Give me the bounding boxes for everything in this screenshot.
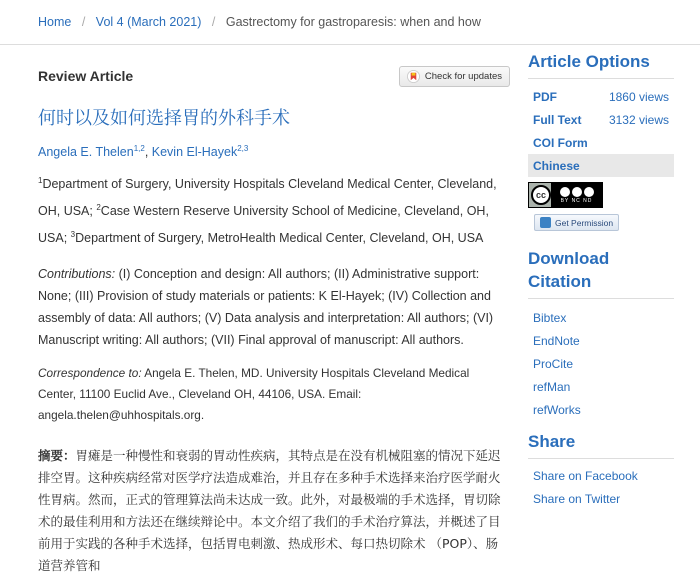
citation-refman-link[interactable]: refMan: [533, 380, 571, 394]
check-for-updates-label: Check for updates: [424, 70, 502, 82]
article-type-row: [38, 58, 510, 94]
article-options-heading: Article Options: [528, 52, 650, 71]
citation-refworks-link[interactable]: refWorks: [533, 403, 581, 417]
option-full-text[interactable]: Full Text 3132 views: [533, 112, 669, 127]
option-chinese[interactable]: Chinese: [528, 154, 674, 177]
option-pdf[interactable]: PDF 1860 views: [533, 89, 669, 104]
article-options-list: [528, 85, 674, 177]
option-coi-form[interactable]: COI Form: [533, 135, 588, 150]
contributions-label: Contributions:: [38, 266, 116, 281]
contributions: [38, 263, 508, 351]
share-list: [528, 465, 674, 511]
citation-bibtex-link[interactable]: Bibtex: [533, 311, 567, 325]
header-divider: [0, 44, 700, 45]
cc-icon: cc: [531, 185, 551, 205]
breadcrumb: [38, 15, 481, 29]
author-link[interactable]: Kevin El-Hayek$^{2,3}$: [151, 144, 249, 160]
cc-license-text: BY NC ND: [560, 197, 593, 204]
abstract-text: 胃瘫是一种慢性和衰弱的胃动性疾病，其特点是在没有机械阻塞的情况下延迟排空胃。这种疾病经常对医学疗法造成难治，并且存在多种手术选择来治疗医学耐火性胃病。然而，正式的管理算法尚未达成一致。此外，对最极端的手术选择，胃切除术的最佳利用和方法还在继续辩论中。本文介绍了我们的手术治疗算法，并概述了目前用于实践的各种手术选择，包括胃电刺激、热成形术、每口热切除术 （POP）、肠道营养管和: [38, 447, 501, 573]
breadcrumb-issue-link[interactable]: Vol 4 (March 2021): [95, 15, 202, 29]
full-text-views: 3132 views: [608, 112, 669, 127]
author-separator: ,: [144, 145, 152, 160]
breadcrumb-separator: /: [81, 15, 86, 29]
breadcrumb-current: Gastrectomy for gastroparesis: when and how: [225, 15, 481, 29]
share-heading: Share: [528, 432, 576, 451]
citation-list: [528, 307, 674, 422]
nc-icon: [572, 187, 582, 197]
breadcrumb-separator: /: [211, 15, 216, 29]
sidebar-divider: [528, 458, 674, 459]
pdf-views: 1860 views: [608, 89, 669, 104]
permission-icon: [540, 217, 551, 228]
author-link[interactable]: Angela E. Thelen$^{1,2}$: [38, 144, 145, 160]
download-citation-heading: Download Citation: [528, 249, 610, 291]
share-facebook-link[interactable]: Share on Facebook: [533, 469, 638, 483]
abstract: [38, 445, 510, 577]
correspondence-text: Angela E. Thelen, MD. University Hospitals Cleveland Medical Center, 11100 Euclid Ave., Cleveland OH, 44106, USA. Email: angela.thelen@uhhospitals.org.: [38, 365, 470, 422]
correspondence-label: Correspondence to:: [38, 365, 142, 380]
breadcrumb-home-link[interactable]: Home: [38, 15, 72, 29]
cc-license-badge[interactable]: [528, 182, 603, 208]
get-permission-button[interactable]: Get Permission: [534, 214, 619, 231]
nd-icon: [584, 187, 594, 197]
article-title: 何时以及如何选择胃的外科手术: [38, 108, 290, 129]
citation-endnote-link[interactable]: EndNote: [533, 334, 580, 348]
share-twitter-link[interactable]: Share on Twitter: [533, 492, 621, 506]
abstract-label: 摘要：: [38, 447, 76, 463]
contributions-text: (I) Conception and design: All authors; (II) Administrative support: None; (III) Provision of study materials or patients: K El-Hayek; (IV) Collection and assembly of data: All authors; (V) Data analysis and interpretation: All authors; (VI) Manuscript writing: All authors; (VII) Final approval of manuscript: All authors.: [38, 266, 494, 347]
crossmark-icon: [407, 70, 420, 83]
article-type: Review Article: [38, 68, 134, 84]
affiliations: $^1$Department of Surgery, University Hospitals Cleveland Medical Center, Cleveland, OH, USA; $^2$Case Western Reserve University School of Medicine, Cleveland, OH, USA; $^3$Department of Surgery, MetroHealth Medical Center, Cleveland, OH, USA: [38, 176, 497, 246]
sidebar-divider: [528, 298, 674, 299]
check-for-updates-button[interactable]: [399, 66, 510, 87]
author-list: [38, 144, 510, 159]
sidebar: [528, 50, 674, 511]
correspondence: [38, 363, 508, 426]
citation-procite-link[interactable]: ProCite: [533, 357, 574, 371]
by-icon: [560, 187, 570, 197]
sidebar-divider: [528, 78, 674, 79]
article-main: [38, 58, 510, 577]
